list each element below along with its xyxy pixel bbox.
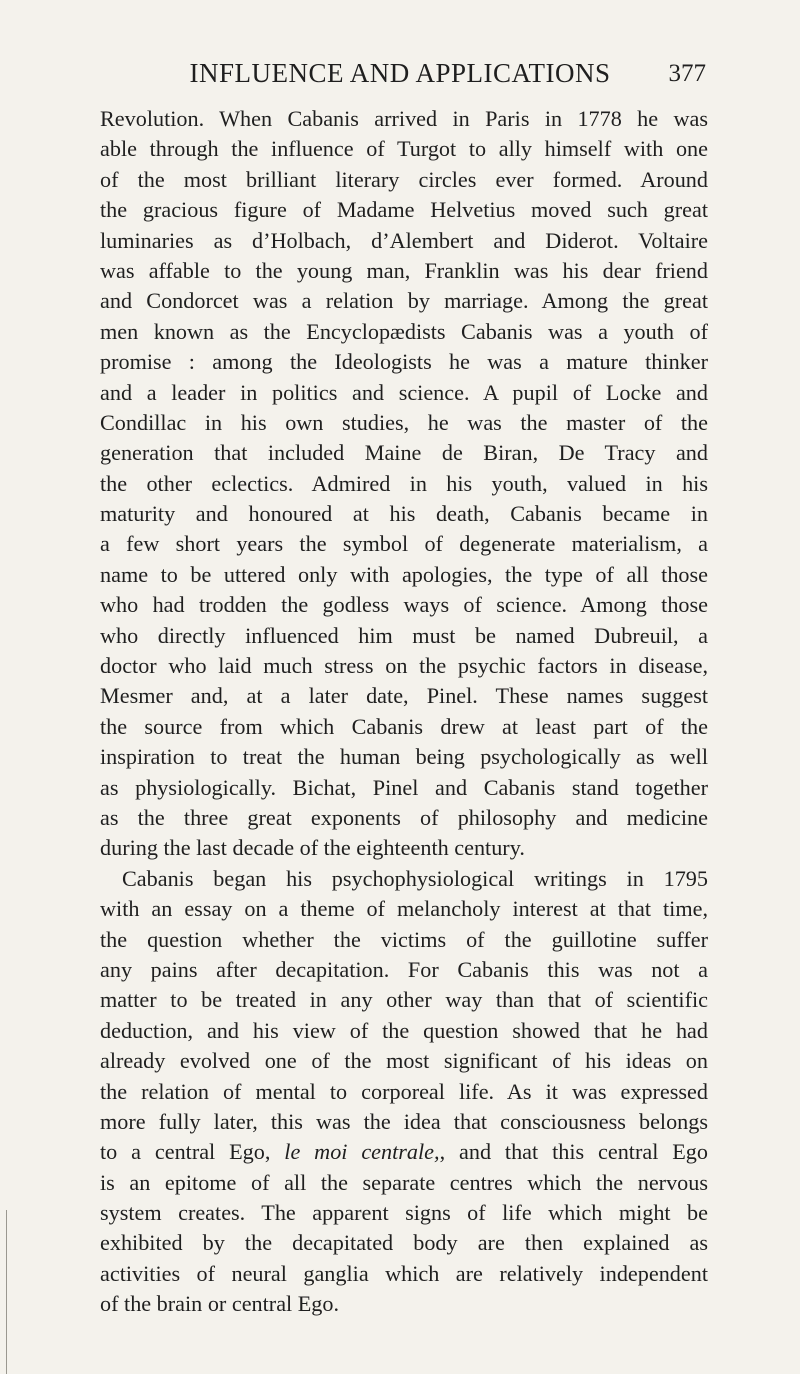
text-line: any pains after decapitation. For Cabanis this was not a	[100, 956, 708, 982]
text-line-mixed	[100, 1137, 708, 1167]
text-line: deduction, and his view of the question showed that he had	[100, 1017, 708, 1043]
text-line: the question whether the victims of the guillotine suffer	[100, 926, 708, 952]
text-line: exhibited by the decapitated body are then explained as	[100, 1230, 708, 1256]
text-line: doctor who laid much stress on the psychic factors in disease,	[100, 653, 708, 679]
text-line: and Condorcet was a relation by marriage. Among the great	[100, 288, 708, 314]
page-edge-line	[6, 1210, 7, 1374]
text-line: the other eclectics. Admired in his youth, valued in his	[100, 470, 708, 496]
italic-phrase: le moi centrale,	[284, 1139, 440, 1165]
text-line: luminaries as d’Holbach, d’Alembert and Diderot. Voltaire	[100, 227, 708, 253]
text-line: during the last decade of the eighteenth century.	[100, 835, 525, 861]
text-line: men known as the Encyclopædists Cabanis was a youth of	[100, 318, 708, 344]
text-line: inspiration to treat the human being psychologically as well	[100, 744, 708, 770]
text-line: generation that included Maine de Biran, De Tracy and	[100, 440, 708, 466]
text-line: who directly influenced him must be named Dubreuil, a	[100, 622, 708, 648]
text-segment: to a central Ego,	[100, 1139, 271, 1165]
text-line: was affable to the young man, Franklin was his dear friend	[100, 257, 708, 283]
mixed-line-content	[100, 1137, 708, 1167]
text-line: Mesmer and, at a later date, Pinel. These names suggest	[100, 683, 708, 709]
text-line: a few short years the symbol of degenerate materialism, a	[100, 531, 708, 557]
text-line: system creates. The apparent signs of life which might be	[100, 1200, 708, 1226]
text-line: able through the influence of Turgot to ally himself with one	[100, 136, 708, 162]
running-head	[0, 58, 800, 98]
text-line: as physiologically. Bichat, Pinel and Cabanis stand together	[100, 774, 708, 800]
text-line: the source from which Cabanis drew at least part of the	[100, 713, 708, 739]
text-line: promise : among the Ideologists he was a mature thinker	[100, 349, 708, 375]
text-line: is an epitome of all the separate centres which the nervous	[100, 1169, 708, 1195]
body-text	[100, 104, 708, 1320]
text-line: activities of neural ganglia which are relatively independent	[100, 1260, 708, 1286]
running-title: INFLUENCE AND APPLICATIONS	[189, 58, 611, 88]
text-line: who had trodden the godless ways of science. Among those	[100, 592, 708, 618]
text-line: with an essay on a theme of melancholy interest at that time,	[100, 896, 708, 922]
text-line: already evolved one of the most significant of his ideas on	[100, 1048, 708, 1074]
text-line: of the brain or central Ego.	[100, 1291, 340, 1317]
text-line: name to be uttered only with apologies, the type of all those	[100, 561, 708, 587]
text-line: as the three great exponents of philosophy and medicine	[100, 804, 708, 830]
text-line: the relation of mental to corporeal life. As it was expressed	[100, 1078, 708, 1104]
text-segment: , and that this central Ego	[439, 1139, 708, 1165]
text-line: Cabanis began his psychophysiological writings in 1795	[122, 865, 708, 891]
text-line: the gracious figure of Madame Helvetius moved such great	[100, 197, 708, 223]
text-line: Revolution. When Cabanis arrived in Paris in 1778 he was	[100, 106, 708, 131]
text-line: Condillac in his own studies, he was the master of the	[100, 409, 708, 435]
text-line: and a leader in politics and science. A pupil of Locke and	[100, 379, 708, 405]
text-line: matter to be treated in any other way than that of scientific	[100, 987, 708, 1013]
text-line: maturity and honoured at his death, Cabanis became in	[100, 501, 708, 527]
text-line: more fully later, this was the idea that consciousness belongs	[100, 1108, 708, 1134]
text-line: of the most brilliant literary circles ever formed. Around	[100, 166, 708, 192]
page-number: 377	[668, 60, 706, 87]
